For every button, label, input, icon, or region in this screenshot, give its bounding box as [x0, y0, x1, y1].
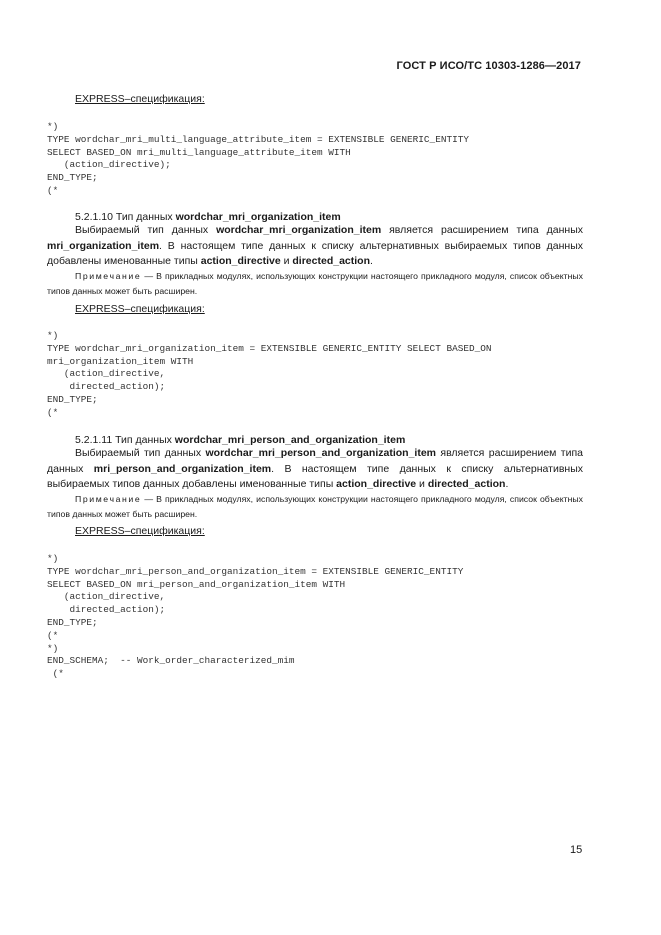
text-run: .: [505, 478, 509, 490]
page-number: 15: [570, 844, 583, 856]
type-name: directed_action: [427, 478, 506, 490]
note-paragraph: [47, 492, 583, 521]
text-run: . В настоящем типе данных к списку альтернативных выбираемых типов данных добавлены именованные типы: [47, 239, 583, 267]
text-run: и: [280, 255, 293, 267]
type-name: directed_action: [292, 255, 370, 267]
section-heading: [75, 434, 405, 446]
express-spec-label: EXPRESS–спецификация:: [75, 303, 205, 315]
text-run: и: [416, 478, 428, 490]
express-spec-label: EXPRESS–спецификация:: [75, 93, 205, 105]
type-name: mri_organization_item: [47, 239, 160, 252]
note-text: — В прикладных модулях, использующих конструкции настоящего прикладного модуля, список объектных типов данных может быть расширен.: [47, 271, 583, 296]
note-text: — В прикладных модулях, использующих конструкции настоящего прикладного модуля, список объектных типов данных может быть расширен.: [47, 494, 583, 519]
note-label: Примечание: [75, 271, 142, 281]
text-run: Выбираемый тип данных: [75, 447, 206, 459]
section-number: 5.2.1.10 Тип данных: [75, 211, 176, 223]
code-block: *) TYPE wordchar_mri_organization_item = EXTENSIBLE GENERIC_ENTITY SELECT BASED_ON mri_organization_item WITH (action_directive, directed_action); END_TYPE; (*: [47, 330, 492, 418]
section-paragraph: [47, 223, 583, 270]
note-paragraph: [47, 269, 583, 298]
type-name: wordchar_mri_person_and_organization_item: [205, 447, 436, 459]
text-run: .: [370, 255, 373, 267]
section-heading: [75, 211, 341, 223]
type-name: wordchar_mri_organization_item: [216, 224, 382, 236]
type-name: mri_person_and_organization_item: [93, 462, 272, 475]
note-label: Примечание: [75, 494, 142, 504]
type-name: action_directive: [200, 255, 281, 267]
section-paragraph: [47, 446, 583, 493]
text-run: является расширением типа данных: [47, 447, 583, 475]
text-run: . В настоящем типе данных к списку альтернативных выбираемых типов данных добавлены именованные типы: [47, 462, 583, 490]
code-block: *) TYPE wordchar_mri_multi_language_attribute_item = EXTENSIBLE GENERIC_ENTITY SELECT BASED_ON mri_multi_language_attribute_item WITH (action_directive); END_TYPE; (*: [47, 121, 469, 196]
section-type-name: wordchar_mri_organization_item: [175, 211, 341, 223]
section-type-name: wordchar_mri_person_and_organization_item: [174, 434, 406, 446]
section-number: 5.2.1.11 Тип данных: [75, 434, 175, 446]
text-run: Выбираемый тип данных: [75, 224, 217, 236]
text-run: является расширением типа данных: [381, 224, 583, 236]
document-header: ГОСТ Р ИСО/ТС 10303-1286—2017: [396, 60, 581, 72]
express-spec-label: EXPRESS–спецификация:: [75, 525, 205, 537]
code-block: *) TYPE wordchar_mri_person_and_organization_item = EXTENSIBLE GENERIC_ENTITY SELECT BASED_ON mri_person_and_organization_item WITH (action_directive, directed_action); END_TYPE; (* *) END_SCHEMA; -- Work_order_characterized_mim (*: [47, 553, 464, 680]
type-name: action_directive: [336, 478, 417, 490]
